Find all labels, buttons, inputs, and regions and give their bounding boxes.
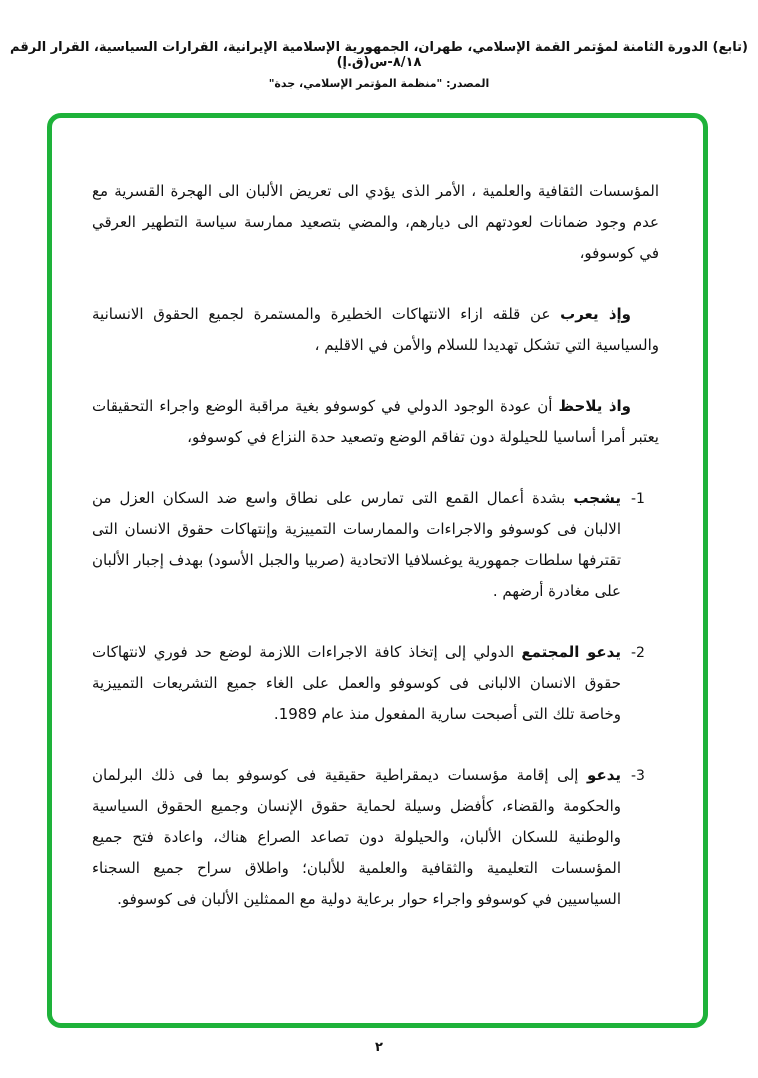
resolution-clause-3: [92, 760, 659, 915]
clause-lead: يدعو المجتمع: [521, 643, 621, 661]
header-source: المصدر: "منظمة المؤتمر الإسلامي، جدة": [268, 77, 490, 90]
paragraph-noting: [92, 391, 659, 453]
document-body: [52, 118, 703, 961]
paragraph-text: أن عودة الوجود الدولي في كوسوفو بغية مراقبة الوضع واجراء التحقيقات يعتبر أمرا أساسيا للحيلولة دون تفاقم الوضع وتصعيد حدة النزاع في كوسوفو،: [92, 397, 659, 446]
clause-text: الدولي إلى إتخاذ كافة الاجراءات اللازمة لوضع حد فوري لانتهاكات حقوق الانسان الالبانى فى كوسوفو والعمل على الغاء جميع التشريعات التمييزية وخاصة تلك التى أصبحت سارية المفعول منذ عام 1989.: [92, 643, 621, 723]
clause-number: -3: [631, 768, 645, 784]
document-header: [0, 40, 758, 90]
green-border-frame: [47, 113, 708, 1028]
header-title: (تابع) الدورة الثامنة لمؤتمر القمة الإسلامي، طهران، الجمهورية الإسلامية الإيرانية، القرارات السياسية، القرار الرقم ٨/١٨-س(ق.إ): [10, 40, 748, 70]
clause-lead: يشجب: [573, 489, 621, 507]
resolution-clause-2: [92, 637, 659, 730]
page-number: ٢: [375, 1040, 383, 1055]
paragraph-continuation: [92, 176, 659, 269]
paragraph-lead: واذ يلاحظ: [558, 397, 631, 415]
paragraph-lead: وإذ يعرب: [560, 305, 631, 323]
paragraph-expressing-concern: [92, 299, 659, 361]
paragraph-text: عن قلقه ازاء الانتهاكات الخطيرة والمستمرة لجميع الحقوق الانسانية والسياسية التي تشكل تهديدا للسلام والأمن في الاقليم ،: [92, 305, 659, 354]
clause-text: بشدة أعمال القمع التى تمارس على نطاق واسع ضد السكان العزل من الالبان فى كوسوفو والاجراءات والممارسات التمييزية وإنتهاكات حقوق الانسان التى تقترفها سلطات جمهورية يوغسلافيا الاتحادية (صربيا والجبل الأسود) بهدف إجبار الألبان على مغادرة أرضهم .: [92, 489, 621, 600]
clause-text-block: [92, 637, 621, 730]
clause-text-block: [92, 760, 621, 915]
clause-lead: يدعو: [587, 766, 621, 784]
clause-number: -2: [631, 645, 645, 661]
paragraph-text: المؤسسات الثقافية والعلمية ، الأمر الذى يؤدي الى تعريض الألبان الى الهجرة القسرية مع عدم وجود ضمانات لعودتهم الى ديارهم، والمضي بتصعيد ممارسة سياسة التطهير العرقي في كوسوفو،: [92, 182, 659, 262]
resolution-clause-1: [92, 483, 659, 607]
clause-text: إلى إقامة مؤسسات ديمقراطية حقيقية فى كوسوفو بما فى ذلك البرلمان والحكومة والقضاء، كأفضل وسيلة لحماية حقوق الإنسان وجميع الحقوق السياسية والوطنية للسكان الألبان، والحيلولة دون تصاعد الصراع هناك، واعادة فتح جميع المؤسسات التعليمية والثقافية والعلمية للألبان؛ واطلاق سراح جميع السجناء السياسيين في كوسوفو واجراء حوار برعاية دولية مع الممثلين الألبان فى كوسوفو.: [92, 766, 621, 908]
clause-text-block: [92, 483, 621, 607]
clause-number: -1: [631, 491, 645, 507]
